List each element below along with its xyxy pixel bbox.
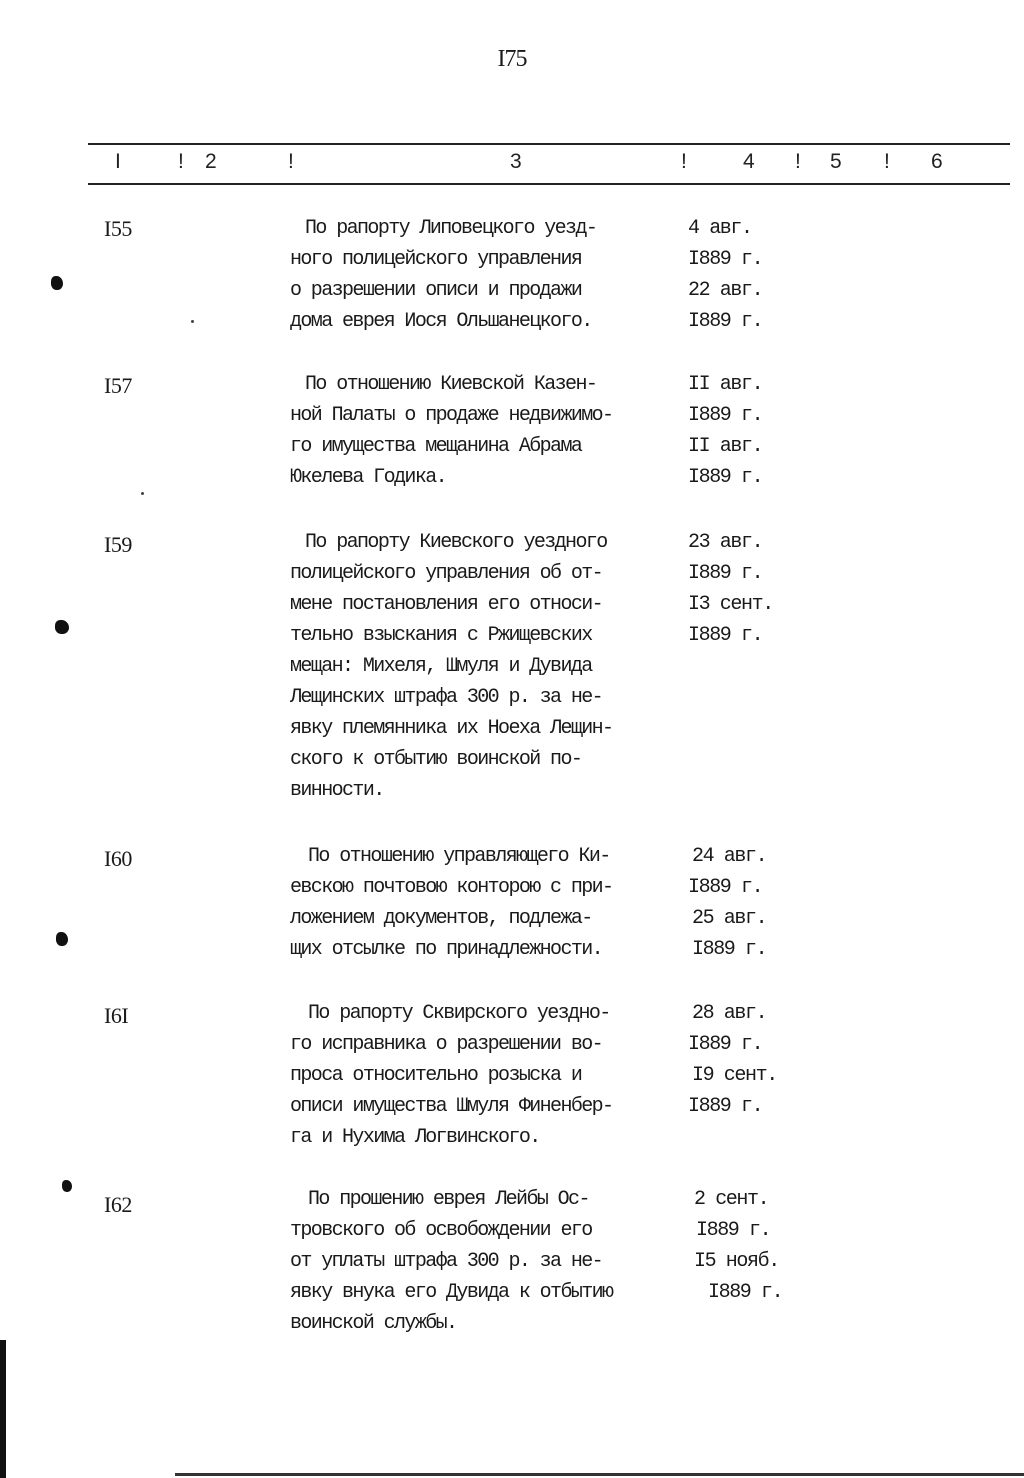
punch-hole-mark — [62, 1180, 72, 1192]
punch-hole-mark — [51, 276, 63, 290]
entry-text-line: щих отсылке по принадлежности. — [290, 938, 603, 961]
entry-date-line: I9 сент. — [692, 1064, 777, 1087]
entry-date-line: II авг. — [688, 373, 763, 396]
entry-date-line: 23 авг. — [688, 531, 763, 554]
entry-date-line: I889 г. — [688, 876, 763, 899]
entry-number: I62 — [104, 1192, 132, 1217]
entry-date-line: I3 сент. — [688, 593, 773, 616]
entry-text-line: ского к отбытию воинской по- — [290, 748, 582, 771]
entry-text-line: явку племянника их Ноеха Лещин- — [290, 717, 613, 740]
column-header-5: 5 — [830, 150, 842, 173]
header-rule-bottom — [88, 183, 1010, 185]
entry-text-line: евскою почтовою конторою с при- — [290, 876, 613, 899]
column-header-4: 4 — [743, 150, 755, 173]
entry-number: I60 — [104, 846, 132, 871]
entry-date-line: I889 г. — [688, 466, 763, 489]
entry-text-line: По отношению управляющего Ки- — [308, 845, 610, 868]
entry-text-line: По прошению еврея Лейбы Ос- — [308, 1188, 589, 1211]
entry-text-line: Юкелева Годика. — [290, 466, 447, 489]
column-separator: ! — [178, 150, 184, 173]
column-header-1: I — [115, 150, 121, 173]
entry-date-line: I889 г. — [688, 404, 763, 427]
entry-date-line: I889 г. — [688, 562, 763, 585]
entry-text-line: мещан: Михеля, Шмуля и Дувида — [290, 655, 592, 678]
column-separator: ! — [288, 150, 294, 173]
entry-date-line: 2 сент. — [694, 1188, 769, 1211]
entry-number: I57 — [104, 373, 132, 398]
column-header-6: 6 — [931, 150, 943, 173]
page-number: I75 — [497, 46, 527, 72]
entry-date-line: 4 авг. — [688, 217, 752, 240]
entry-text-line: ной Палаты о продаже недвижимо- — [290, 404, 613, 427]
entry-text-line: воинской службы. — [290, 1312, 457, 1335]
entry-text-line: описи имущества Шмуля Финенбер- — [290, 1095, 613, 1118]
header-rule-top — [88, 143, 1010, 145]
entry-date-line: 28 авг. — [692, 1002, 767, 1025]
entry-text-line: га и Нухима Логвинского. — [290, 1126, 540, 1149]
scan-edge-bottom — [175, 1473, 1024, 1476]
entry-text-line: винности. — [290, 779, 384, 802]
entry-text-line: По рапорту Киевского уездного — [305, 531, 607, 554]
entry-text-line: ложением документов, подлежа- — [290, 907, 592, 930]
entry-text-line: го исправника о разрешении во- — [290, 1033, 603, 1056]
entry-date-line: II авг. — [688, 435, 763, 458]
entry-date-line: I889 г. — [708, 1281, 783, 1304]
entry-number: I59 — [104, 532, 132, 557]
column-separator: ! — [681, 150, 687, 173]
entry-text-line: Лещинских штрафа 300 р. за не- — [290, 686, 603, 709]
entry-text-line: о разрешении описи и продажи — [290, 279, 582, 302]
punch-hole-mark — [55, 620, 69, 634]
entry-date-line: I889 г. — [688, 1095, 763, 1118]
entry-text-line: полицейского управления об от- — [290, 562, 603, 585]
column-header-2: 2 — [205, 150, 217, 173]
entry-text-line: тельно взыскания с Ржищевских — [290, 624, 592, 647]
entry-text-line: По отношению Киевской Казен- — [305, 373, 597, 396]
entry-date-line: 25 авг. — [692, 907, 767, 930]
entry-date-line: 22 авг. — [688, 279, 763, 302]
column-header-3: 3 — [510, 150, 522, 173]
entry-date-line: I889 г. — [692, 938, 767, 961]
entry-text-line: По рапорту Сквирского уездно- — [308, 1002, 610, 1025]
entry-text-line: дома еврея Иося Ольшанецкого. — [290, 310, 592, 333]
entry-text-line: По рапорту Липовецкого уезд- — [305, 217, 597, 240]
entry-text-line: явку внука его Дувида к отбытию — [290, 1281, 613, 1304]
entry-text-line: тровского об освобождении его — [290, 1219, 592, 1242]
speck — [141, 492, 144, 495]
entry-text-line: го имущества мещанина Абрама — [290, 435, 582, 458]
entry-date-line: I889 г. — [688, 310, 763, 333]
column-separator: ! — [884, 150, 890, 173]
entry-date-line: 24 авг. — [692, 845, 767, 868]
scan-edge-left — [0, 1340, 6, 1478]
entry-date-line: I889 г. — [688, 624, 763, 647]
entry-text-line: проса относительно розыска и — [290, 1064, 582, 1087]
entry-date-line: I889 г. — [688, 248, 763, 271]
entry-number: I55 — [104, 216, 132, 241]
entry-date-line: I5 нояб. — [694, 1250, 779, 1273]
entry-date-line: I889 г. — [696, 1219, 771, 1242]
entry-text-line: мене постановления его относи- — [290, 593, 603, 616]
entry-text-line: ного полицейского управления — [290, 248, 582, 271]
entry-text-line: от уплаты штрафа 300 р. за не- — [290, 1250, 603, 1273]
entry-number: I6I — [104, 1003, 129, 1028]
speck — [191, 320, 194, 323]
column-separator: ! — [795, 150, 801, 173]
punch-hole-mark — [56, 932, 68, 946]
entry-date-line: I889 г. — [688, 1033, 763, 1056]
